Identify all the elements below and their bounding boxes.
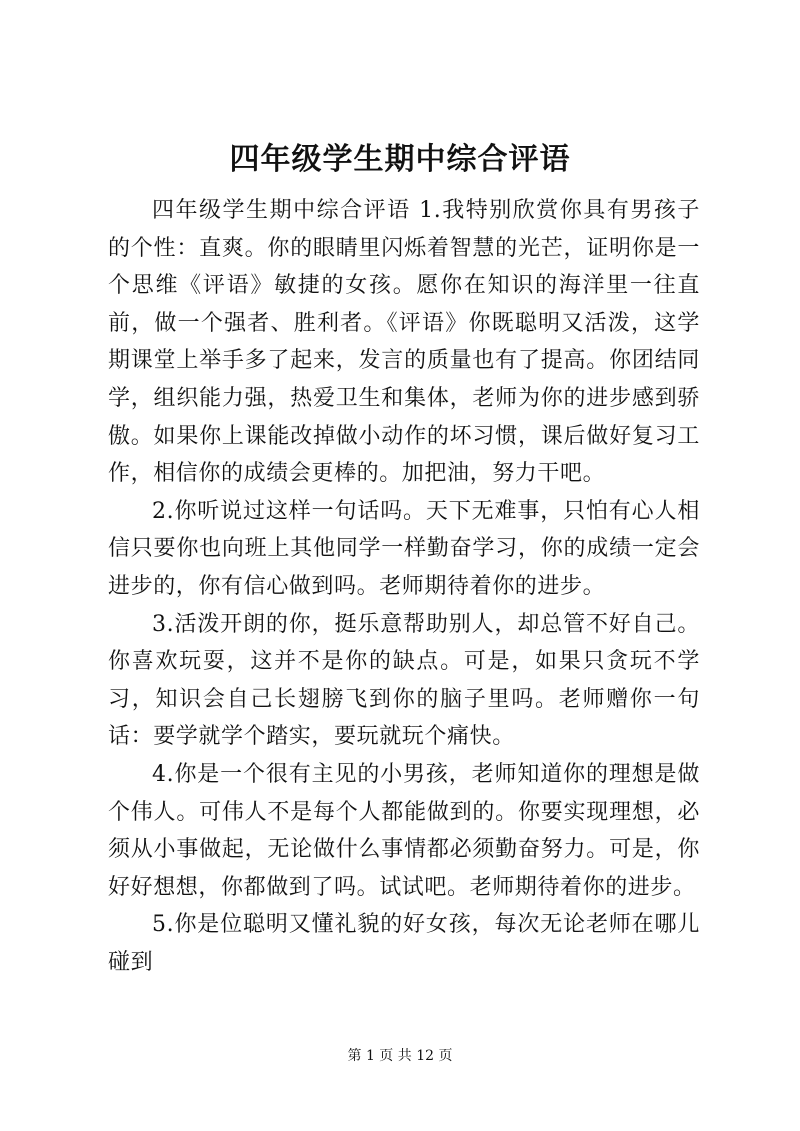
paragraph-5: 5.你是位聪明又懂礼貌的好女孩，每次无论老师在哪儿碰到 <box>108 912 700 975</box>
paragraph-2: 2.你听说过这样一句话吗。天下无难事，只怕有心人相信只要你也向班上其他同学一样勤奋学习，你的成绩一定会进步的，你有信心做到吗。老师期待着你的进步。 <box>108 498 700 599</box>
paragraph-3: 3.活泼开朗的你，挺乐意帮助别人，却总管不好自己。你喜欢玩耍，这并不是你的缺点。可是，如果只贪玩不学习，知识会自己长翅膀飞到你的脑子里吗。老师赠你一句话：要学就学个踏实，要玩就玩个痛快。 <box>108 611 700 750</box>
paragraph-4: 4.你是一个很有主见的小男孩，老师知道你的理想是做个伟人。可伟人不是每个人都能做到的。你要实现理想，必须从小事做起，无论做什么事情都必须勤奋努力。可是，你好好想想，你都做到了吗。试试吧。老师期待着你的进步。 <box>108 761 700 900</box>
page-footer: 第 1 页 共 12 页 <box>347 1048 453 1064</box>
document-title: 四年级学生期中综合评语 <box>229 142 571 177</box>
document-body <box>108 192 700 981</box>
paragraph-1: 四年级学生期中综合评语 1.我特别欣赏你具有男孩子的个性：直爽。你的眼睛里闪烁着智慧的光芒，证明你是一个思维《评语》敏捷的女孩。愿你在知识的海洋里一往直前，做一个强者、胜利者。《评语》你既聪明又活泼，这学期课堂上举手多了起来，发言的质量也有了提高。你团结同学，组织能力强，热爱卫生和集体，老师为你的进步感到骄傲。如果你上课能改掉做小动作的坏习惯，课后做好复习工作，相信你的成绩会更棒的。加把油，努力干吧。 <box>108 198 700 487</box>
